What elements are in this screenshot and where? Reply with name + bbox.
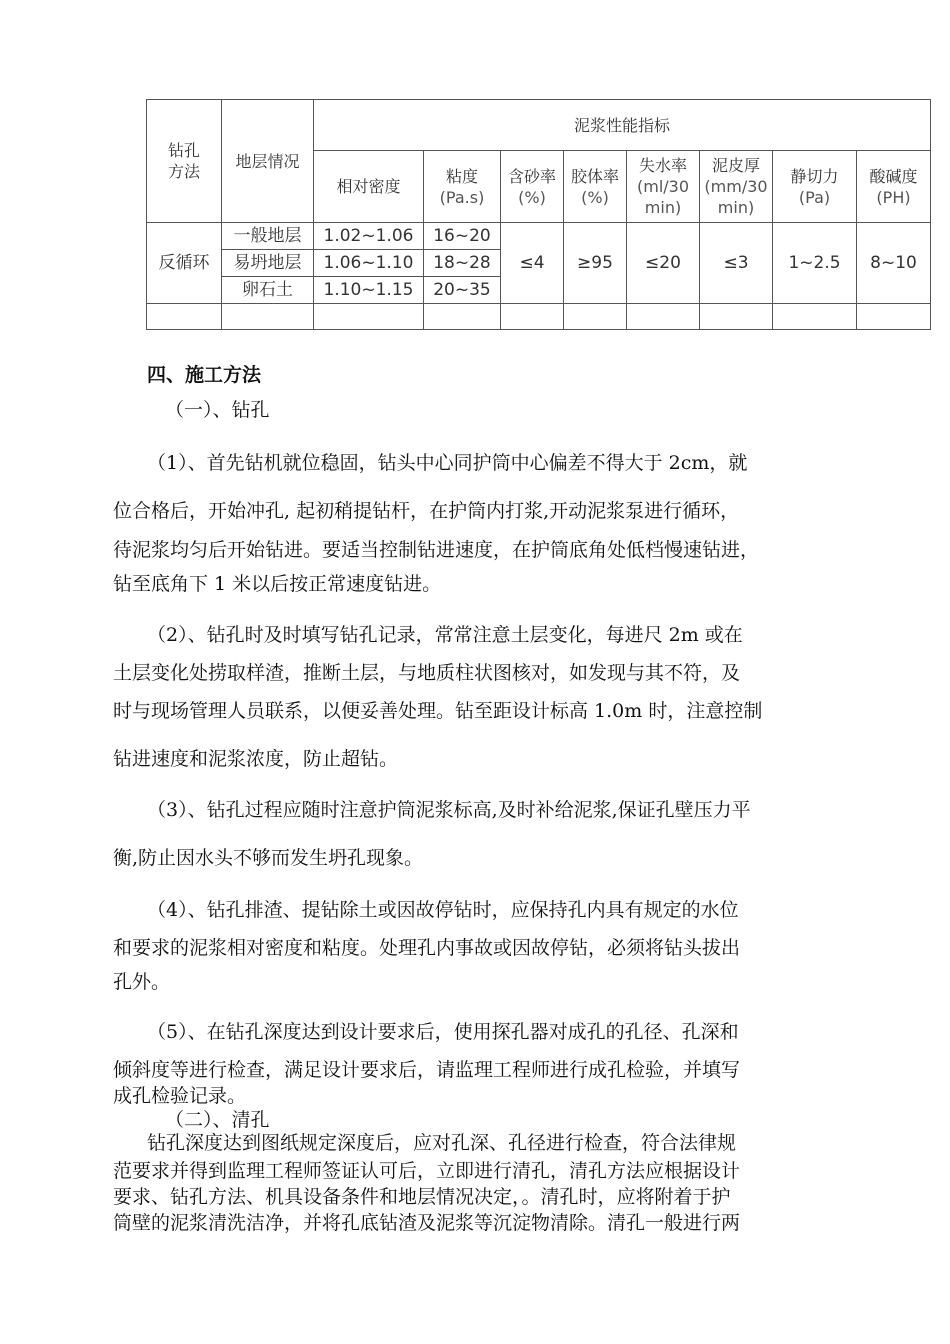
empty-cell (700, 304, 773, 330)
paragraph-line: 待泥浆均匀后开始钻进。要适当控制钻进速度，在护筒底角处低档慢速钻进， (113, 539, 760, 561)
ph-cell: 8~10 (857, 223, 931, 304)
paragraph-line: 时与现场管理人员联系，以便妥善处理。钻至距设计标高 1.0m 时，注意控制 (113, 700, 763, 722)
empty-cell (314, 304, 424, 330)
empty-cell (501, 304, 564, 330)
section-heading: 四、施工方法 (147, 364, 262, 386)
col-name: 相对密度 (336, 177, 401, 196)
paragraph-line: 土层变化处捞取样渣，推断土层，与地质柱状图核对，如发现与其不符，及 (113, 662, 741, 684)
empty-cell (773, 304, 857, 330)
paragraph-line: （2）、钻孔时及时填写钻孔记录，常常注意土层变化，每进尺 2m 或在 (147, 624, 743, 646)
col-header-viscosity (424, 151, 501, 223)
empty-cell (147, 304, 222, 330)
col-unit: (%) (518, 187, 546, 207)
col-header-sand (501, 151, 564, 223)
paragraph-line: 范要求并得到监理工程师签证认可后，立即进行清孔，清孔方法应根据设计 (113, 1160, 741, 1182)
colloid-cell: ≥95 (564, 223, 627, 304)
water-loss-cell: ≤20 (627, 223, 700, 304)
paragraph-line: （1）、首先钻机就位稳固，钻头中心同护筒中心偏差不得大于 2cm，就 (147, 452, 748, 474)
paragraph-line: 钻至底角下 1 米以后按正常速度钻进。 (113, 573, 442, 595)
viscosity-cell: 16~20 (424, 223, 501, 250)
stratum-cell: 卵石土 (222, 277, 314, 304)
col-header-water-loss (627, 151, 700, 223)
col-unit: (mm/30 (704, 177, 768, 196)
col-header-density (314, 151, 424, 223)
col-name: 含砂率 (507, 166, 556, 186)
col-unit: (ml/30 (636, 177, 690, 196)
paragraph-line: （5）、在钻孔深度达到设计要求后，使用探孔器对成孔的孔径、孔深和 (147, 1021, 739, 1043)
col-header-colloid (564, 151, 627, 223)
paragraph-line: 钻进速度和泥浆浓度，防止超钻。 (113, 748, 399, 770)
paragraph-line: 位合格后，开始冲孔, 起初稍提钻杆，在护筒内打浆,开动泥浆泵进行循环， (113, 500, 740, 522)
paragraph-line: 成孔检验记录。 (113, 1085, 247, 1107)
stratum-cell: 易坍地层 (222, 250, 314, 277)
paragraph-line: 钻孔深度达到图纸规定深度后，应对孔深、孔径进行检查，符合法律规 (147, 1132, 737, 1154)
col-unit-2: min) (644, 198, 682, 217)
empty-cell (857, 304, 931, 330)
viscosity-cell: 20~35 (424, 277, 501, 304)
empty-cell (564, 304, 627, 330)
col-name: 粘度 (445, 166, 478, 186)
density-cell: 1.10~1.15 (314, 277, 424, 304)
stratum-header-cell: 地层情况 (222, 100, 314, 223)
paragraph-line: 倾斜度等进行检查，满足设计要求后，请监理工程师进行成孔检验，并填写 (113, 1059, 741, 1081)
subsection-heading: （一）、钻孔 (165, 399, 270, 421)
shear-cell: 1~2.5 (773, 223, 857, 304)
stratum-cell: 一般地层 (222, 223, 314, 250)
paragraph-line: 衡,防止因水头不够而发生坍孔现象。 (113, 847, 424, 869)
col-unit: (Pa.s) (439, 187, 485, 207)
sand-cell: ≤4 (501, 223, 564, 304)
col-unit: (PH) (876, 187, 911, 207)
method-header-cell (147, 100, 222, 223)
method-cell: 反循环 (147, 223, 222, 304)
empty-cell (424, 304, 501, 330)
paragraph-line: （3）、钻孔过程应随时注意护筒泥浆标高,及时补给泥浆,保证孔壁压力平 (147, 799, 751, 821)
paragraph-line: （4）、钻孔排渣、提钻除土或因故停钻时，应保持孔内具有规定的水位 (147, 899, 739, 921)
col-name: 泥皮厚 (711, 156, 760, 175)
col-unit-2: min) (717, 198, 755, 217)
empty-cell (222, 304, 314, 330)
cake-cell: ≤3 (700, 223, 773, 304)
viscosity-cell: 18~28 (424, 250, 501, 277)
col-name: 失水率 (638, 156, 687, 175)
density-cell: 1.02~1.06 (314, 223, 424, 250)
paragraph-line: 筒壁的泥浆清洗洁净，并将孔底钻渣及泥浆等沉淀物清除。清孔一般进行两 (113, 1212, 741, 1234)
subsection-heading: （二）、清孔 (165, 1109, 270, 1131)
col-header-ph (857, 151, 931, 223)
method-header-line1: 钻孔 (167, 141, 200, 160)
method-header-line2: 方法 (167, 162, 200, 181)
col-header-shear (773, 151, 857, 223)
col-name: 胶体率 (570, 166, 619, 186)
col-unit: (Pa) (798, 187, 831, 207)
col-name: 静切力 (790, 166, 839, 186)
empty-row (147, 304, 931, 330)
col-header-cake (700, 151, 773, 223)
col-unit: (%) (581, 187, 609, 207)
col-name: 酸碱度 (869, 166, 918, 186)
table-row (147, 223, 931, 250)
mud-properties-table (146, 99, 931, 330)
paragraph-line: 孔外。 (113, 971, 171, 993)
empty-cell (627, 304, 700, 330)
paragraph-line: 要求、钻孔方法、机具设备条件和地层情况决定，。清孔时，应将附着于护 (113, 1186, 731, 1208)
group-header-cell: 泥浆性能指标 (314, 100, 931, 151)
density-cell: 1.06~1.10 (314, 250, 424, 277)
paragraph-line: 和要求的泥浆相对密度和粘度。处理孔内事故或因故停钻，必须将钻头拔出 (113, 937, 741, 959)
